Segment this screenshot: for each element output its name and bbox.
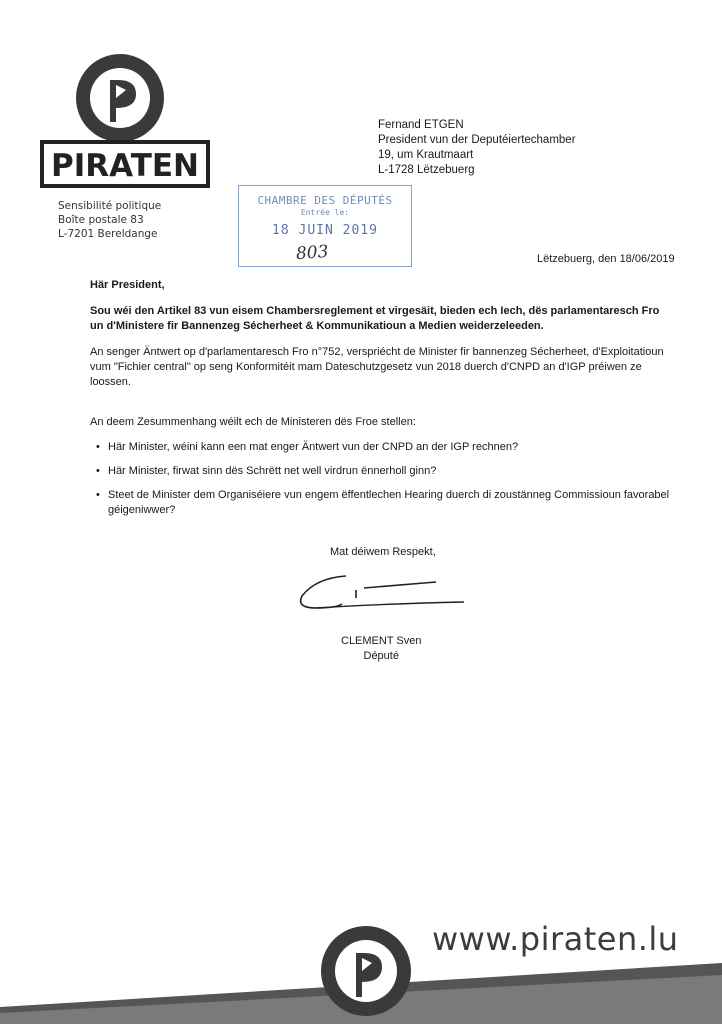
recipient-name: Fernand ETGEN [378, 119, 464, 131]
bullet-icon: • [96, 489, 100, 501]
stamp-title: CHAMBRE DES DÉPUTÉS [257, 194, 393, 207]
party-info [58, 199, 161, 241]
signer-title: Député [363, 650, 399, 662]
intro-paragraph: Sou wéi den Artikel 83 vun eisem Chambersreglement et virgesäit, bieden ech Iech, dës parlamentaresch Fro un d'Ministere fir Bannenzeg Sécherheet & Kommunikatioun a Medien weiderzeleeden. [90, 305, 660, 332]
recipient-address [378, 118, 576, 178]
piraten-logo [40, 50, 212, 190]
stamp-number: 803 [295, 241, 330, 265]
list-item [90, 464, 670, 479]
question-text: Steet de Minister dem Organiséiere vun engem ëffentlechen Hearing duerch di zoustänneg Commissioun favorabel géigeniwwer? [108, 489, 670, 516]
signature [296, 568, 466, 618]
questions-lead: An deem Zesummenhang wéilt ech de Ministeren dës Froe stellen: [90, 416, 416, 428]
letter-date: Lëtzebuerg, den 18/06/2019 [537, 253, 675, 265]
list-item [90, 488, 670, 518]
bullet-icon: • [96, 465, 100, 477]
recipient-city: L-1728 Lëtzebuerg [378, 164, 475, 176]
website-link[interactable]: www.piraten.lu [432, 920, 679, 958]
party-info-line: Sensibilité politique [58, 200, 162, 212]
bullet-icon: • [96, 441, 100, 453]
party-info-line: L-7201 Bereldange [58, 228, 158, 240]
recipient-street: 19, um Krautmaart [378, 149, 474, 161]
logo-text: PIRATEN [51, 148, 199, 184]
recipient-role: President vun der Deputéiertechamber [378, 134, 576, 146]
questions-list [90, 440, 670, 527]
body-paragraph: An senger Äntwert op d'parlamentaresch Fro n°752, verspriécht de Minister fir bannenzeg Sécherheet, d'Exploitatioun vum "Fichier central" op seng Konformitéit mam Dateschutzgesetz vun 2018 duerch d'CNPD an d'IGP préiwen ze loossen. [90, 346, 664, 388]
closing: Mat déiwem Respekt, [330, 546, 436, 558]
signer-block [341, 634, 422, 664]
stamp-date: 18 JUIN 2019 [272, 223, 378, 238]
list-item [90, 440, 670, 455]
party-info-line: Boîte postale 83 [58, 214, 144, 226]
stamp-entry-label: Entrée le: [300, 208, 350, 217]
question-text: Här Minister, firwat sinn dës Schrëtt net well virdrun ënnerholl ginn? [108, 465, 437, 477]
signer-name: CLEMENT Sven [341, 635, 422, 647]
question-text: Här Minister, wéini kann een mat enger Äntwert vun der CNPD an der IGP rechnen? [108, 441, 519, 453]
salutation: Här President, [90, 279, 165, 291]
